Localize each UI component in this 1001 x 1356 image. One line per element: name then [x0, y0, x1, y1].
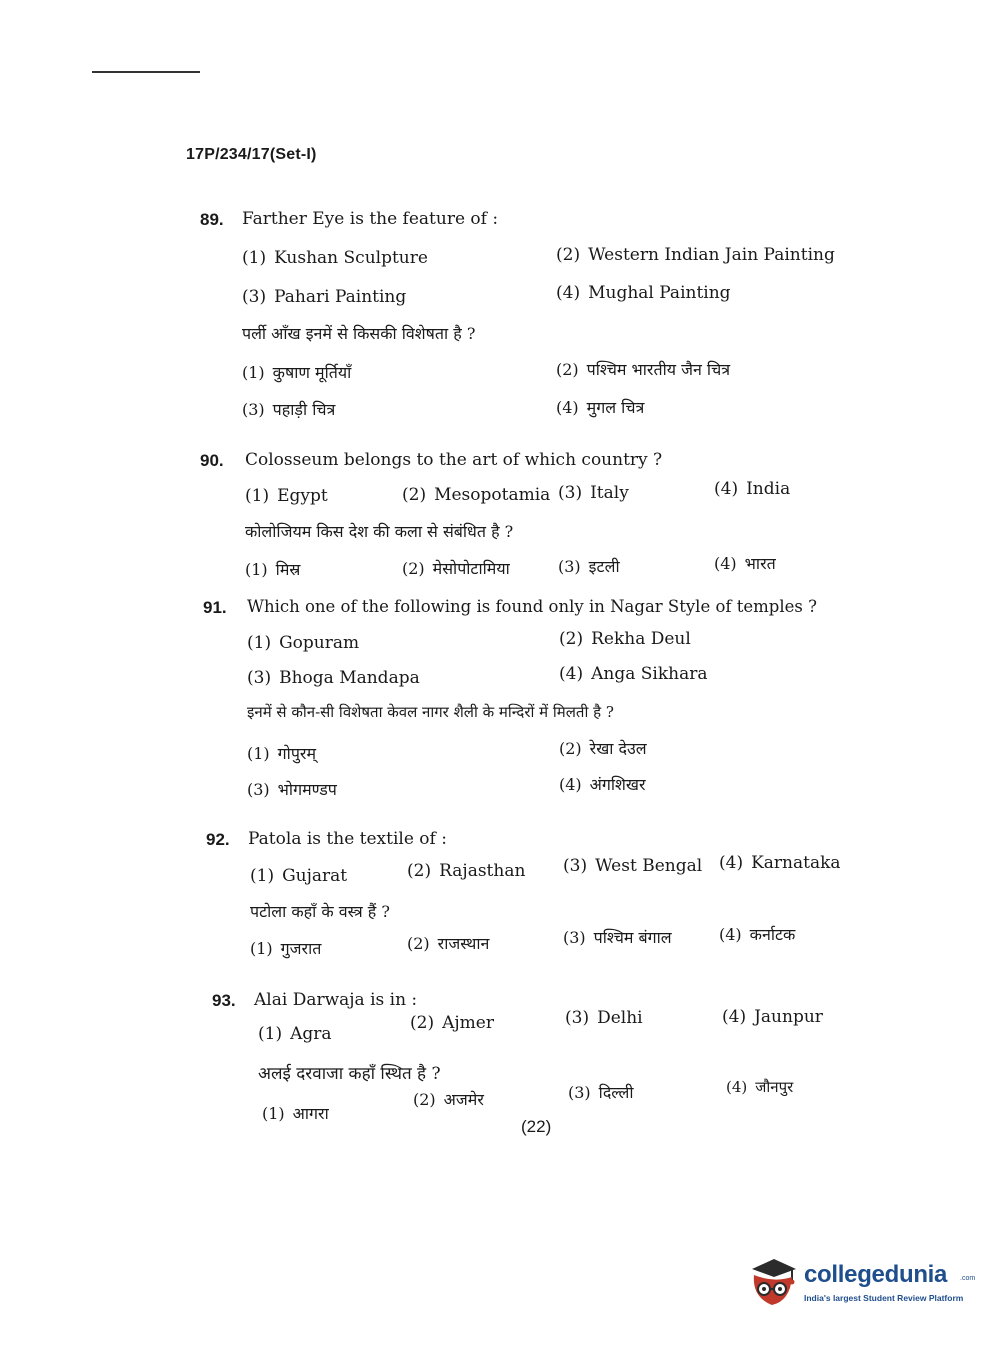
brand-domain: .com — [960, 1275, 976, 1282]
question-text-hi: इनमें से कौन-सी विशेषता केवल नागर शैली के मन्दिरों में मिलती है ? — [247, 703, 614, 721]
option-hi-1: (1) गुजरात — [250, 939, 322, 958]
option-hi-2: (2) रेखा देउल — [559, 739, 647, 758]
question-number: 89. — [200, 210, 224, 229]
paper-code: 17P/234/17(Set-I) — [186, 146, 317, 163]
option-hi-1: (1) कुषाण मूर्तियाँ — [242, 363, 352, 382]
graduate-mascot-icon — [744, 1253, 802, 1311]
option-hi-4: (4) अंगशिखर — [559, 775, 646, 794]
question-text-hi: पर्ली आँख इनमें से किसकी विशेषता है ? — [242, 324, 476, 343]
question-number: 93. — [212, 991, 236, 1010]
option-en-2: (2) Western Indian Jain Painting — [556, 245, 835, 265]
brand-tagline: India's largest Student Review Platform — [804, 1293, 964, 1303]
option-en-2: (2) Ajmer — [410, 1013, 494, 1033]
option-en-1: (1) Gujarat — [250, 866, 348, 886]
option-hi-4: (4) मुगल चित्र — [556, 398, 645, 417]
option-hi-3: (3) पश्चिम बंगाल — [563, 928, 672, 947]
page-number: (22) — [521, 1117, 552, 1136]
option-en-3: (3) West Bengal — [563, 856, 703, 876]
option-en-1: (1) Gopuram — [247, 633, 360, 653]
option-en-4: (4) India — [714, 479, 791, 499]
option-hi-4: (4) जौनपुर — [726, 1078, 794, 1096]
question-number: 91. — [203, 598, 227, 617]
option-hi-2: (2) राजस्थान — [407, 934, 490, 953]
question-number: 92. — [206, 830, 230, 849]
option-en-2: (2) Rekha Deul — [559, 629, 691, 649]
question-text-en: Which one of the following is found only in Nagar Style of temples ? — [247, 597, 817, 616]
option-hi-3: (3) इटली — [558, 557, 620, 576]
question-text-hi: अलई दरवाजा कहाँ स्थित है ? — [258, 1064, 441, 1084]
question-text-en: Colosseum belongs to the art of which country ? — [245, 450, 663, 470]
option-en-2: (2) Mesopotamia — [402, 485, 551, 505]
option-hi-3: (3) दिल्ली — [568, 1083, 634, 1102]
collegedunia-watermark — [744, 1253, 974, 1313]
option-hi-3: (3) भोगमण्डप — [247, 780, 337, 799]
question-text-hi: पटोला कहाँ के वस्त्र हैं ? — [250, 902, 390, 921]
top-rule — [92, 71, 200, 73]
question-text-en: Farther Eye is the feature of : — [242, 209, 499, 229]
option-en-4: (4) Anga Sikhara — [559, 664, 708, 684]
option-hi-2: (2) पश्चिम भारतीय जैन चित्र — [556, 360, 731, 379]
option-hi-1: (1) आगरा — [262, 1104, 329, 1123]
option-hi-4: (4) कर्नाटक — [719, 925, 796, 944]
option-hi-1: (1) गोपुरम् — [247, 744, 317, 763]
option-en-3: (3) Delhi — [565, 1008, 643, 1028]
question-number: 90. — [200, 451, 224, 470]
option-hi-4: (4) भारत — [714, 554, 776, 573]
question-text-hi: कोलोजियम किस देश की कला से संबंधित है ? — [245, 522, 514, 541]
question-text-en: Patola is the textile of : — [248, 829, 447, 849]
option-hi-3: (3) पहाड़ी चित्र — [242, 400, 336, 419]
question-text-en: Alai Darwaja is in : — [254, 990, 418, 1010]
option-en-4: (4) Mughal Painting — [556, 283, 731, 303]
option-en-1: (1) Egypt — [245, 486, 328, 506]
option-en-4: (4) Jaunpur — [722, 1007, 823, 1027]
option-en-3: (3) Bhoga Mandapa — [247, 668, 420, 688]
brand-name: collegedunia — [804, 1261, 948, 1288]
option-hi-2: (2) अजमेर — [413, 1090, 484, 1109]
option-en-1: (1) Agra — [258, 1024, 332, 1044]
option-hi-2: (2) मेसोपोटामिया — [402, 559, 510, 578]
option-en-4: (4) Karnataka — [719, 853, 841, 873]
option-en-2: (2) Rajasthan — [407, 861, 526, 881]
option-hi-1: (1) मिस्र — [245, 560, 301, 579]
option-en-1: (1) Kushan Sculpture — [242, 248, 428, 268]
option-en-3: (3) Italy — [558, 483, 629, 503]
option-en-3: (3) Pahari Painting — [242, 287, 407, 307]
